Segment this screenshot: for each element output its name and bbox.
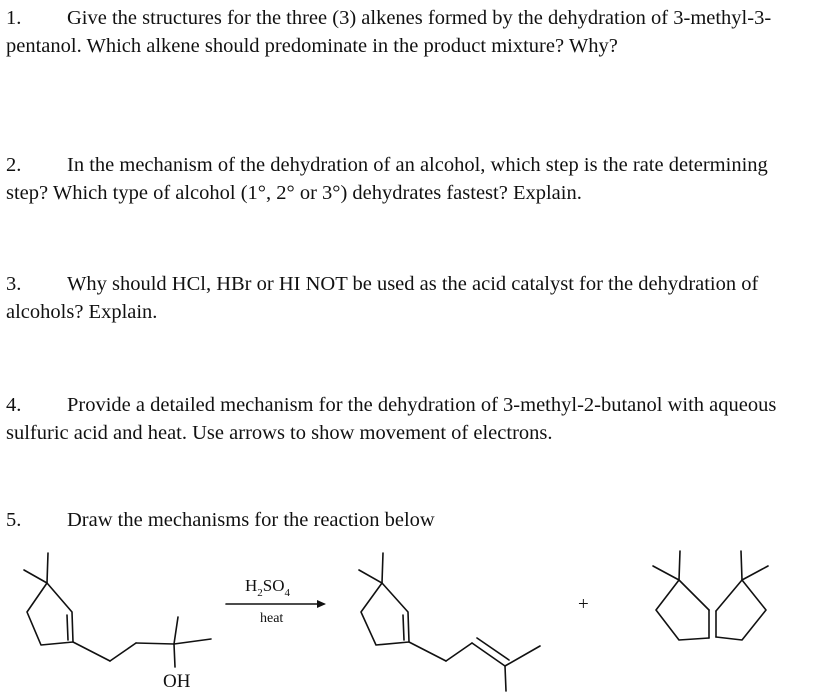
question-4 [6,391,812,447]
reaction-scheme [0,540,814,692]
question-text: Why should HCl, HBr or HI NOT be used as the acid catalyst for the dehydration of alcohols? Explain. [6,273,759,323]
product-2-structure [653,551,768,640]
question-number: 1. [6,7,22,29]
question-text: Give the structures for the three (3) alkenes formed by the dehydration of 3-methyl-3-pentanol. Which alkene should predominate in the product mixture? Why? [6,7,772,57]
reaction-arrow [226,600,326,608]
hydroxyl-label: OH [163,671,191,692]
question-1 [6,4,812,60]
condition-label: heat [260,611,284,626]
question-2 [6,151,812,207]
question-5 [6,506,812,534]
reactant-structure [24,553,211,667]
plus-sign: + [578,594,589,615]
product-1-structure [359,553,540,691]
question-number: 2. [6,154,22,176]
question-number: 5. [6,509,22,531]
reagent-label: $H_2SO_4$ [245,576,291,599]
question-number: 4. [6,394,22,416]
question-number: 3. [6,273,22,295]
question-text: Draw the mechanisms for the reaction below [67,509,435,531]
question-text: In the mechanism of the dehydration of an alcohol, which step is the rate determining step? Which type of alcohol (1°, 2° or 3°) dehydrates fastest? Explain. [6,154,768,204]
question-3 [6,270,812,326]
question-text: Provide a detailed mechanism for the dehydration of 3-methyl-2-butanol with aqueous sulfuric acid and heat. Use arrows to show movement of electrons. [6,394,777,444]
